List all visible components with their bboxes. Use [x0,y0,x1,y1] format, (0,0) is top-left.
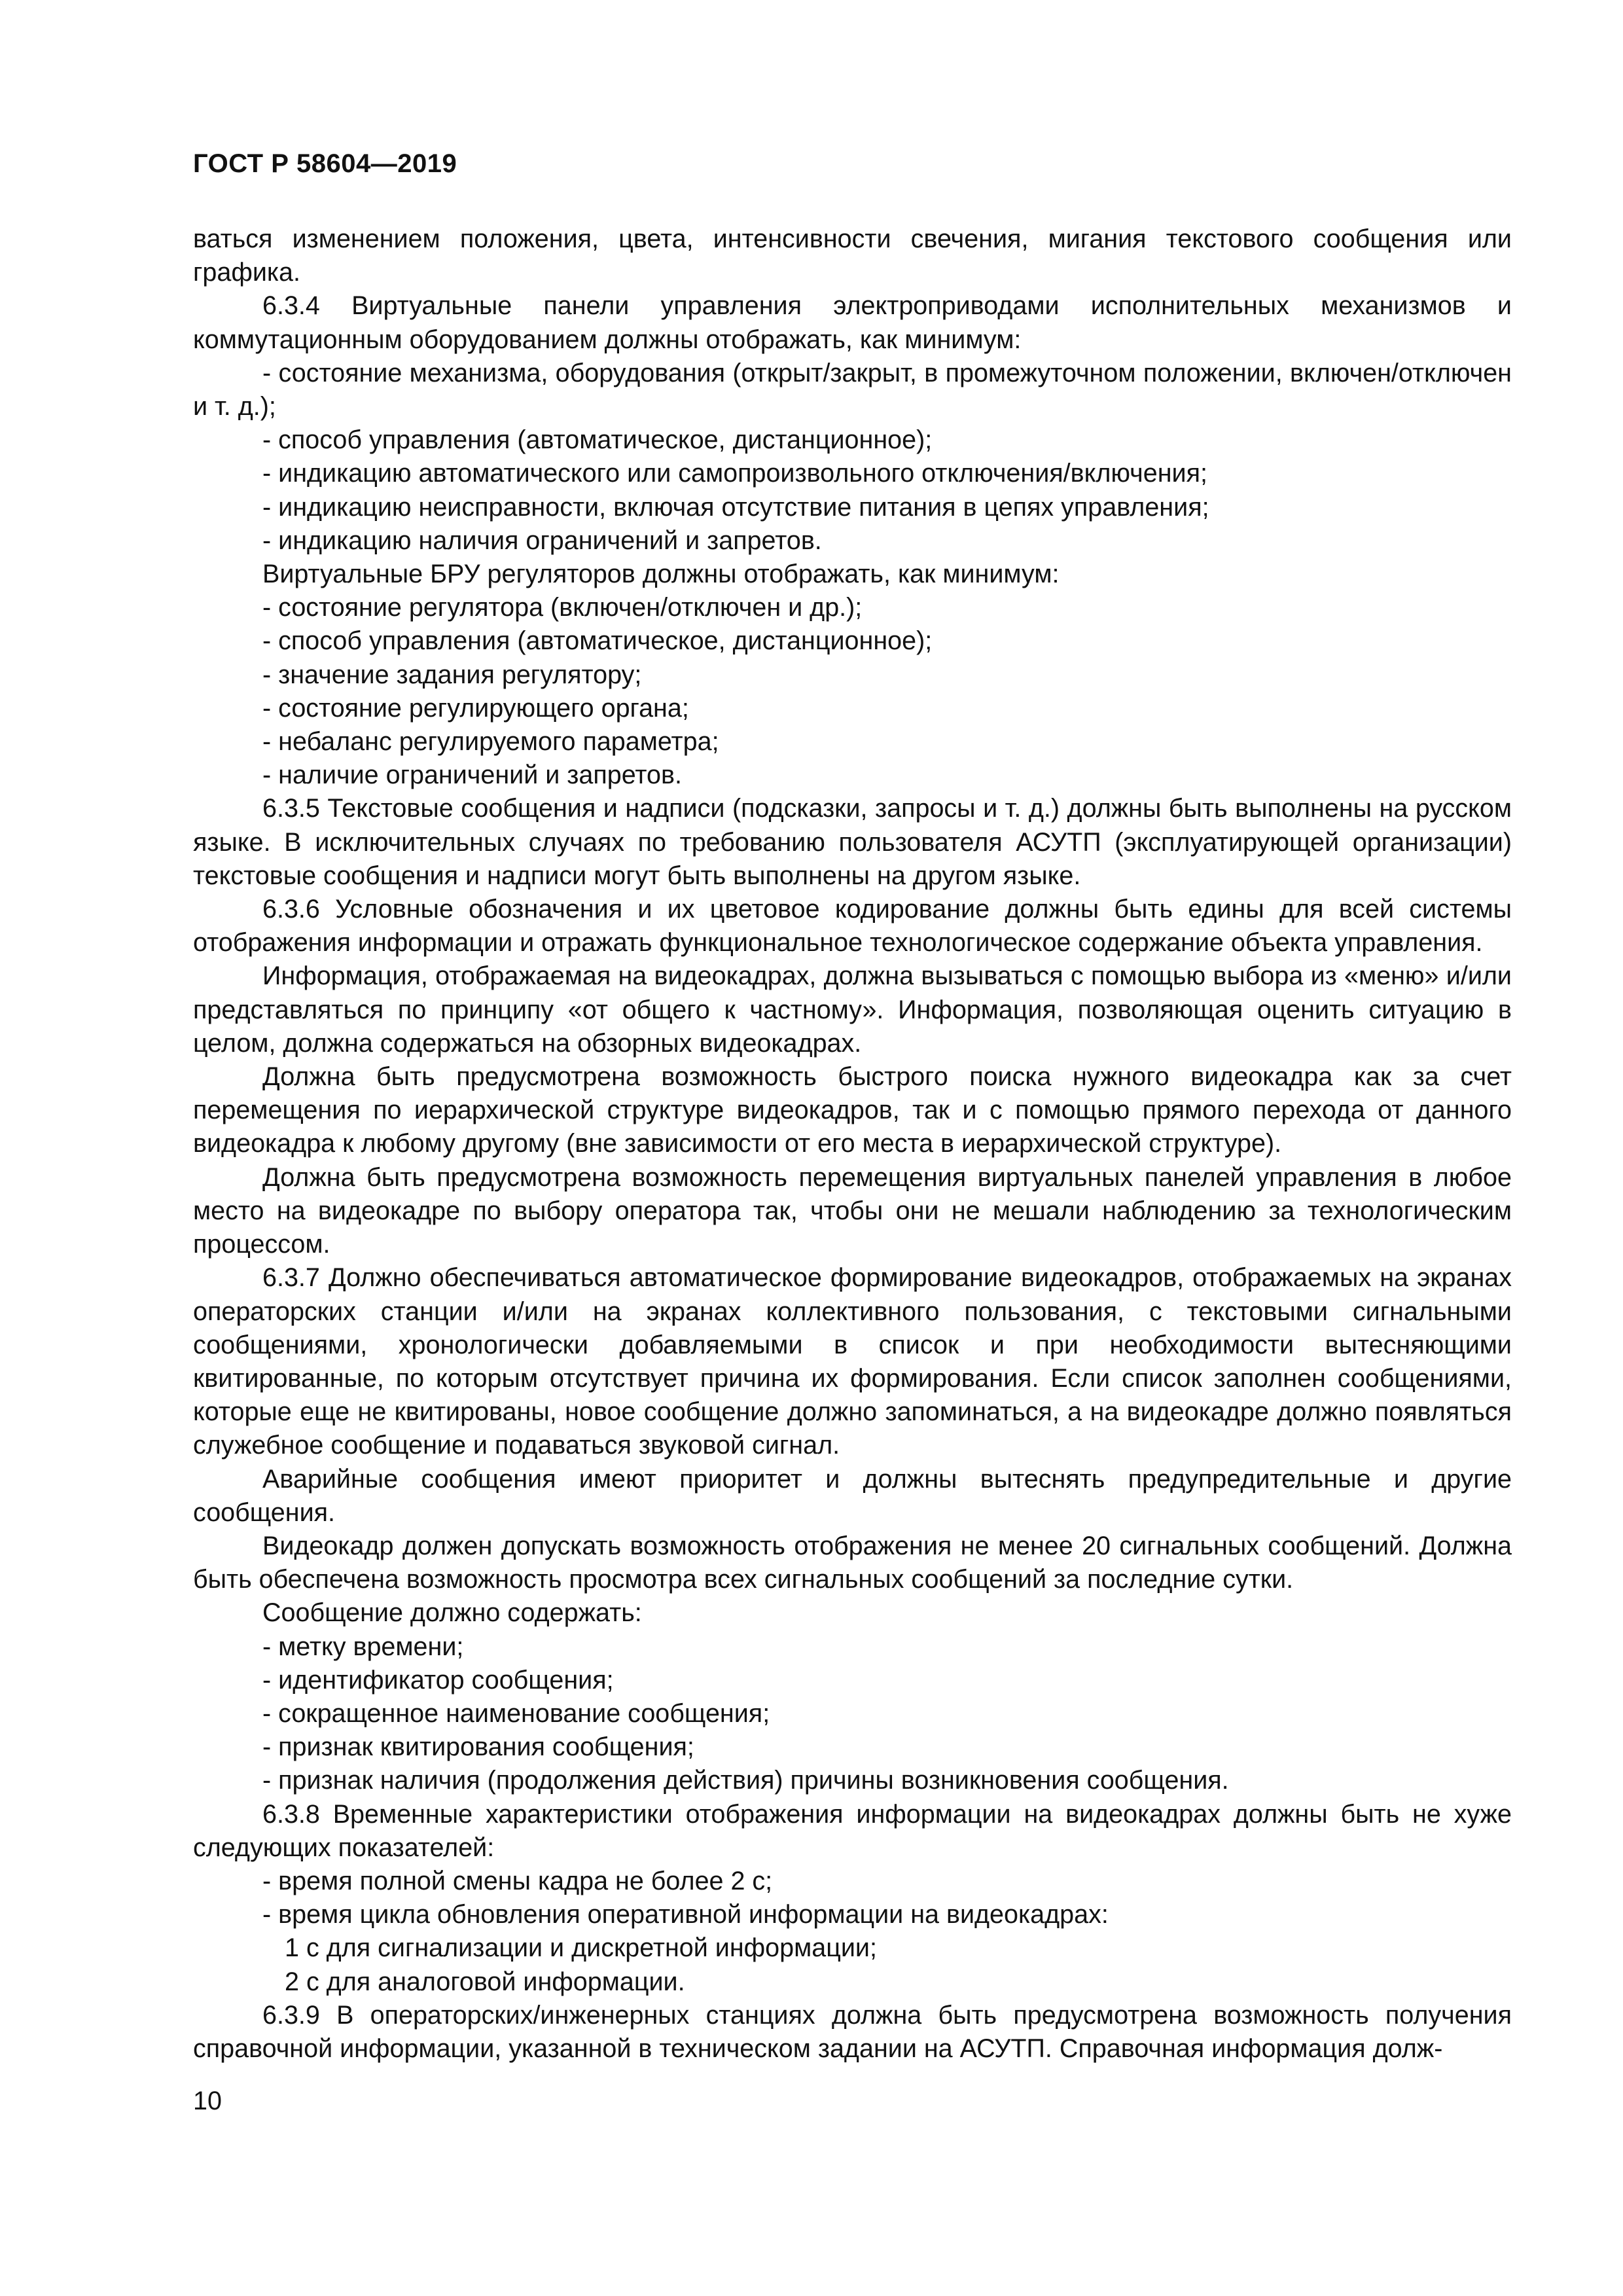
text-paragraph: - состояние регулирующего органа; [262,693,689,723]
text-paragraph: 6.3.6 Условные обозначения и их цветовое кодирование должны быть едины для всей системы отображения информации и отражать функциональное технологическое содержание объекта управления. [193,895,1512,958]
text-paragraph: - состояние механизма, оборудования (открыт/закрыт, в промежуточном положении, включен/отключен и т. д.); [193,358,1512,422]
text-paragraph: 6.3.5 Текстовые сообщения и надписи (подсказки, запросы и т. д.) должны быть выполнены на русском языке. В исключительных случаях по требованию пользователя АСУТП (эксплуатирующей организации) текстовые сообщения и надписи могут быть выполнены на другом языке. [193,794,1512,890]
text-paragraph: - способ управления (автоматическое, дистанционное); [262,626,933,656]
text-paragraph: - способ управления (автоматическое, дистанционное); [262,425,933,455]
text-paragraph: - метку времени; [262,1632,464,1661]
text-paragraph: Должна быть предусмотрена возможность быстрого поиска нужного видеокадра как за счет перемещения по иерархической структуре видеокадров, так и с помощью прямого перехода от данного видеокадра к любому другому (вне зависимости от его места в иерархической структуре). [193,1062,1512,1158]
text-paragraph: Информация, отображаемая на видеокадрах, должна вызываться с помощью выбора из «меню» и/или представляться по принципу «от общего к частному». Информация, позволяющая оценить ситуацию в целом, должна содержаться на обзорных видеокадрах. [193,961,1512,1058]
text-paragraph: Аварийные сообщения имеют приоритет и должны вытеснять предупредительные и другие сообщения. [193,1464,1512,1527]
text-paragraph: - идентификатор сообщения; [262,1665,614,1695]
text-paragraph: 2 с для аналоговой информации. [285,1967,685,1996]
text-paragraph: 6.3.9 В операторских/инженерных станциях должна быть предусмотрена возможность получения справочной информации, указанной в техническом задании на АСУТП. Справочная информация долж- [193,2000,1512,2063]
text-paragraph: - индикацию наличия ограничений и запретов. [262,526,822,555]
text-paragraph: - значение задания регулятору; [262,660,642,689]
text-paragraph: - индикацию автоматического или самопроизвольного отключения/включения; [262,459,1207,488]
text-paragraph: 1 с для сигнализации и дискретной информации; [285,1933,877,1963]
text-paragraph: 6.3.7 Должно обеспечиваться автоматическое формирование видеокадров, отображаемых на экранах операторских станции и/или на экранах коллективного пользования, с текстовыми сигнальными сообщениями, хронологически добавляемыми в список и при необходимости вытесняющими квитированные, по которым отсутствует причина их формирования. Если список заполнен сообщениями, которые еще не квитированы, новое сообщение должно запоминаться, а на видеокадре должно появляться служебное сообщение и подаваться звуковой сигнал. [193,1263,1512,1460]
document-body [193,223,1512,2066]
text-paragraph: - признак наличия (продолжения действия) причины возникновения сообщения. [262,1766,1229,1795]
text-paragraph: Должна быть предусмотрена возможность перемещения виртуальных панелей управления в любое место на видеокадре по выбору оператора так, чтобы они не мешали наблюдению за технологическим процессом. [193,1162,1512,1259]
text-paragraph: - время цикла обновления оперативной информации на видеокадрах: [262,1900,1109,1929]
text-paragraph: Сообщение должно содержать: [262,1598,642,1628]
text-paragraph: ваться изменением положения, цвета, интенсивности свечения, мигания текстового сообщения или графика. [193,224,1512,287]
text-paragraph: - небаланс регулируемого параметра; [262,727,719,757]
text-paragraph: 6.3.8 Временные характеристики отображения информации на видеокадрах должны быть не хуже следующих показателей: [193,1799,1512,1862]
text-paragraph: - наличие ограничений и запретов. [262,761,682,790]
text-paragraph: - признак квитирования сообщения; [262,1732,694,1762]
text-paragraph: - время полной смены кадра не более 2 с; [262,1866,773,1895]
page-number: 10 [193,2087,222,2115]
text-paragraph: Виртуальные БРУ регуляторов должны отображать, как минимум: [262,560,1060,589]
document-code-header: ГОСТ Р 58604—2019 [193,149,457,178]
text-paragraph: Видеокадр должен допускать возможность отображения не менее 20 сигнальных сообщений. Должна быть обеспечена возможность просмотра всех сигнальных сообщений за последние сутки. [193,1531,1512,1594]
text-paragraph: - индикацию неисправности, включая отсутствие питания в цепях управления; [262,492,1209,522]
text-paragraph: - сокращенное наименование сообщения; [262,1698,770,1728]
text-paragraph: - состояние регулятора (включен/отключен и др.); [262,593,863,622]
text-paragraph: 6.3.4 Виртуальные панели управления электроприводами исполнительных механизмов и коммутационным оборудованием должны отображать, как минимум: [193,291,1512,354]
